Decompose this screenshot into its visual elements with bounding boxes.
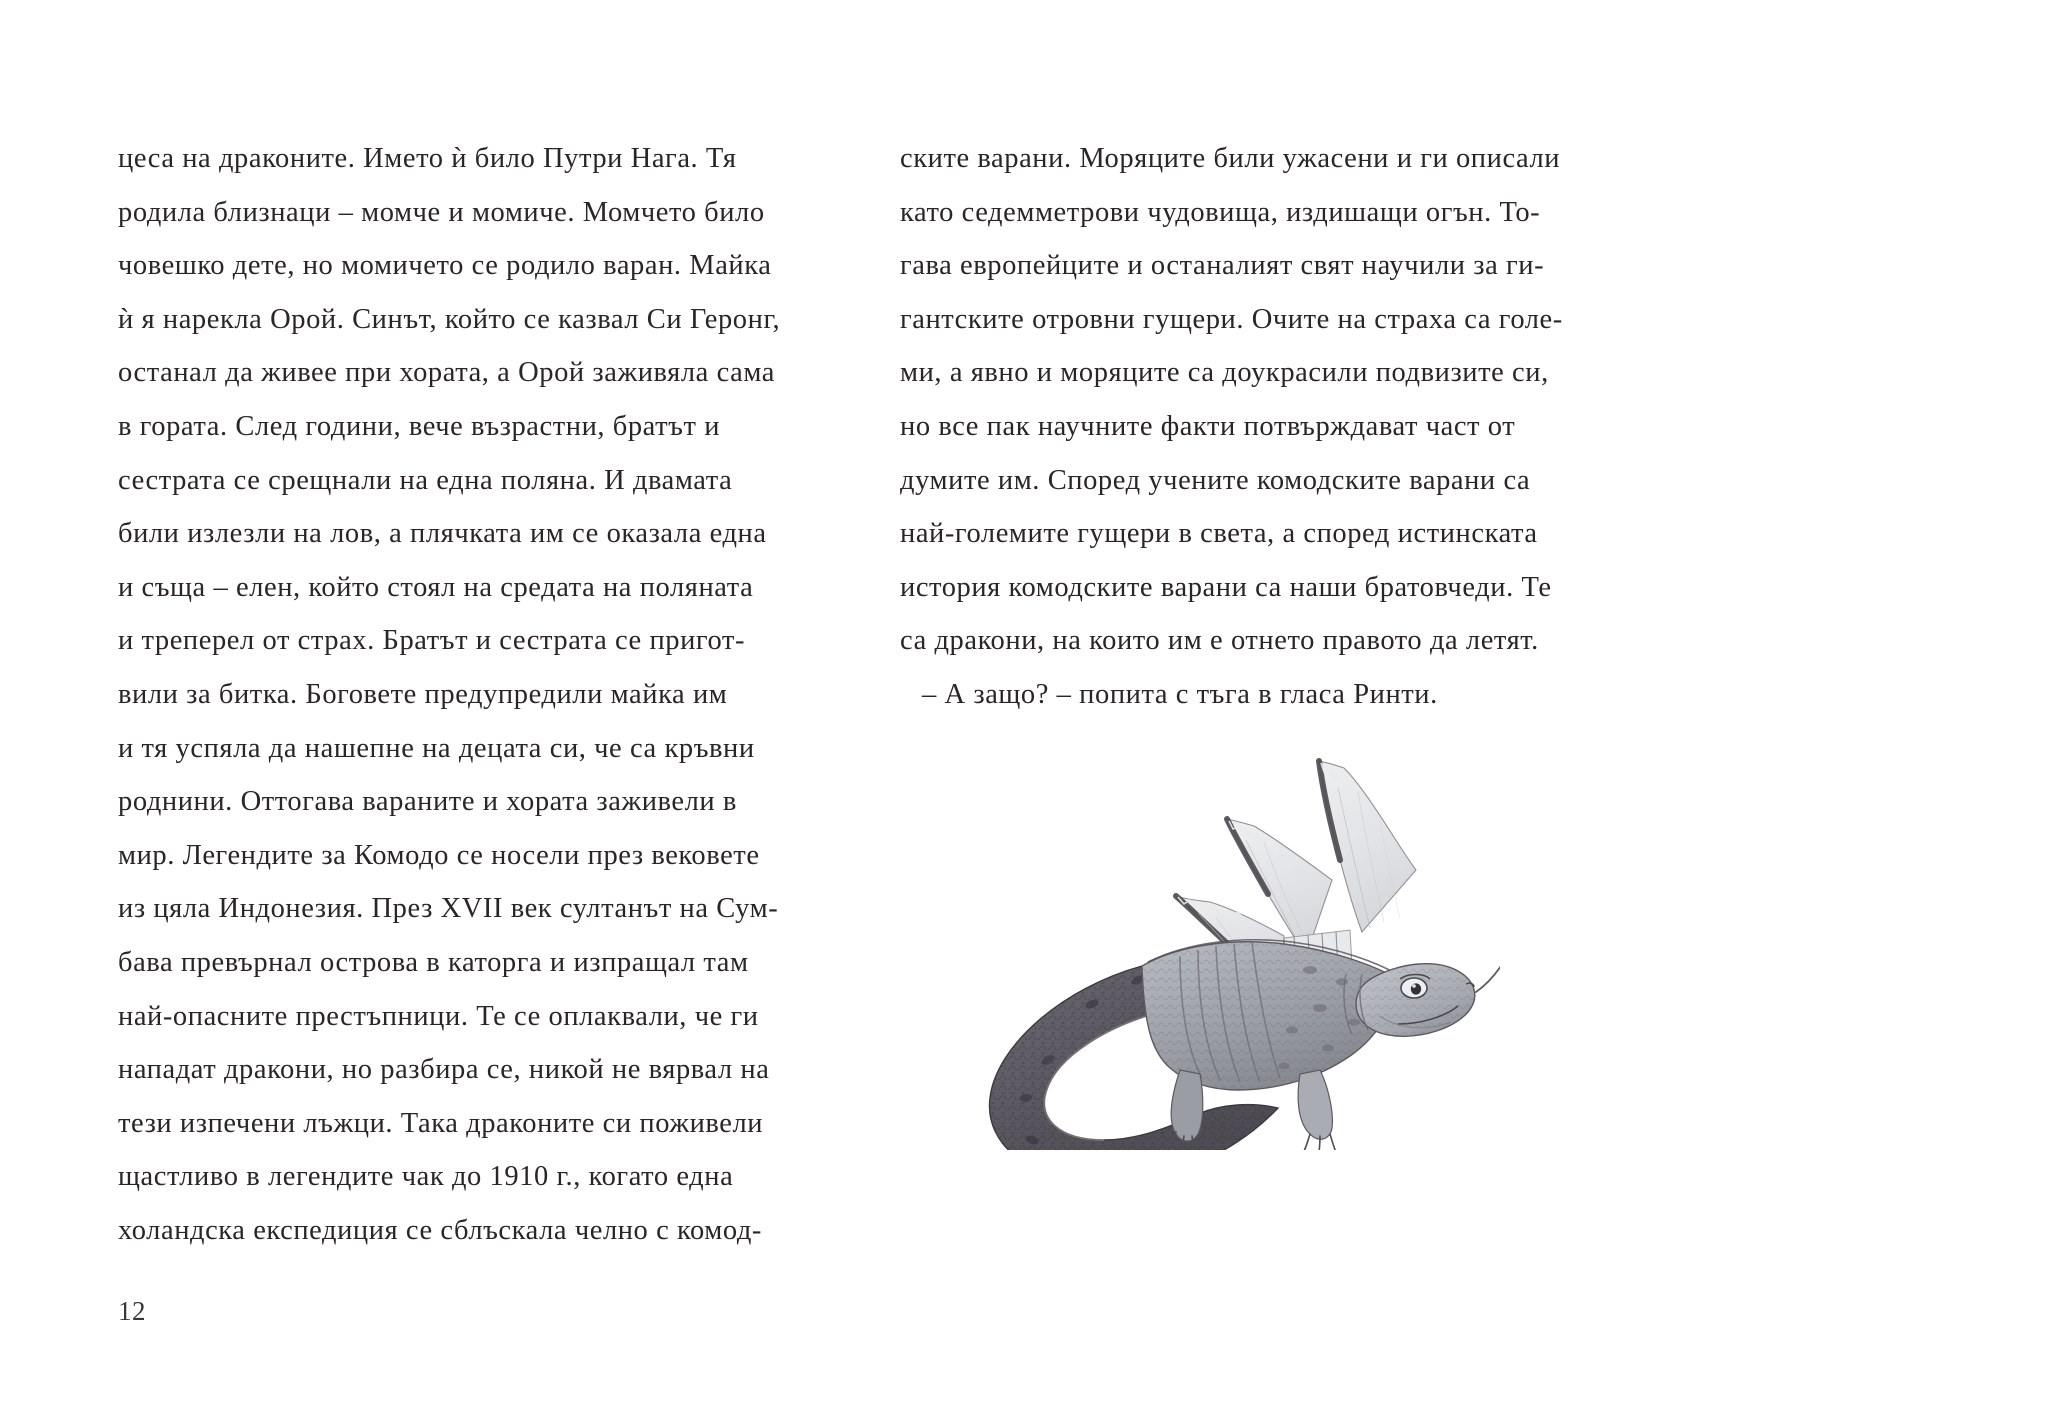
text-line: най-големите гущери в света, а според истинската — [900, 518, 1538, 550]
right-text-column — [900, 132, 1563, 722]
dragon-tongue — [1476, 894, 1500, 992]
text-line: из цяла Индонезия. През XVII век султанът на Сум- — [118, 893, 779, 925]
text-line: били излезли на лов, а плячката им се оказала една — [118, 518, 767, 550]
text-line: тези изпечени лъжци. Така драконите си поживели — [118, 1107, 764, 1139]
text-line: сестрата се срещнали на една поляна. И двамата — [118, 464, 733, 496]
text-line: и треперел от страх. Братът и сестрата се пригот- — [118, 625, 746, 657]
winged-komodo-dragon-illustration — [880, 730, 1500, 1150]
text-line: най-опасните престъпници. Те се оплаквали, че ги — [118, 1000, 759, 1032]
left-text-column — [118, 132, 781, 1257]
text-line: като седемметрови чудовища, издишащи огън. То- — [900, 196, 1541, 228]
text-line: ѝ я нарекла Орой. Синът, който се казвал Си Геронг, — [118, 303, 781, 335]
text-line: история комодските варани са наши братовчеди. Те — [900, 571, 1552, 603]
text-line: в гората. След години, вече възрастни, братът и — [118, 410, 721, 442]
text-line: останал да живее при хората, а Орой заживяла сама — [118, 357, 775, 389]
text-line: бава превърнал острова в каторга и изпращал там — [118, 946, 749, 978]
text-line: са дракони, на които им е отнето правото да летят. — [900, 625, 1539, 657]
page-number: 12 — [118, 1296, 147, 1326]
text-line: ми, а явно и моряците са доукрасили подвизите си, — [900, 357, 1549, 389]
text-line: и съща – елен, който стоял на средата на поляната — [118, 571, 754, 603]
text-line: гава европейците и останалият свят научили за ги- — [900, 250, 1545, 282]
text-line: мир. Легендите за Комодо се носели през вековете — [118, 839, 760, 871]
dialogue-line: – А защо? – попита с тъга в гласа Ринти. — [922, 678, 1438, 710]
text-line: нападат дракони, но разбира се, никой не вярвал на — [118, 1054, 770, 1086]
text-line: и тя успяла да нашепне на децата си, че са кръвни — [118, 732, 755, 764]
text-line: човешко дете, но момичето се родило варан. Майка — [118, 250, 772, 282]
text-line: цеса на драконите. Името ѝ било Путри Нага. Тя — [118, 143, 737, 174]
text-line: роднини. Оттогава вараните и хората заживели в — [118, 786, 737, 818]
text-line: гантските отровни гущери. Очите на страха са голе- — [900, 303, 1563, 335]
text-line: щастливо в легендите чак до 1910 г., когато една — [118, 1161, 734, 1193]
text-line: родила близнаци – момче и момиче. Момчето било — [118, 196, 765, 228]
dragon-wing-right — [1319, 761, 1416, 932]
text-line: думите им. Според учените комодските варани са — [900, 464, 1531, 496]
text-line: холандска експедиция се сблъскала челно с комод- — [118, 1214, 762, 1246]
text-line: ските варани. Моряците били ужасени и ги описали — [900, 143, 1561, 174]
text-line: вили за битка. Боговете предупредили майка им — [118, 678, 728, 710]
text-line: но все пак научните факти потвърждават част от — [900, 410, 1516, 442]
